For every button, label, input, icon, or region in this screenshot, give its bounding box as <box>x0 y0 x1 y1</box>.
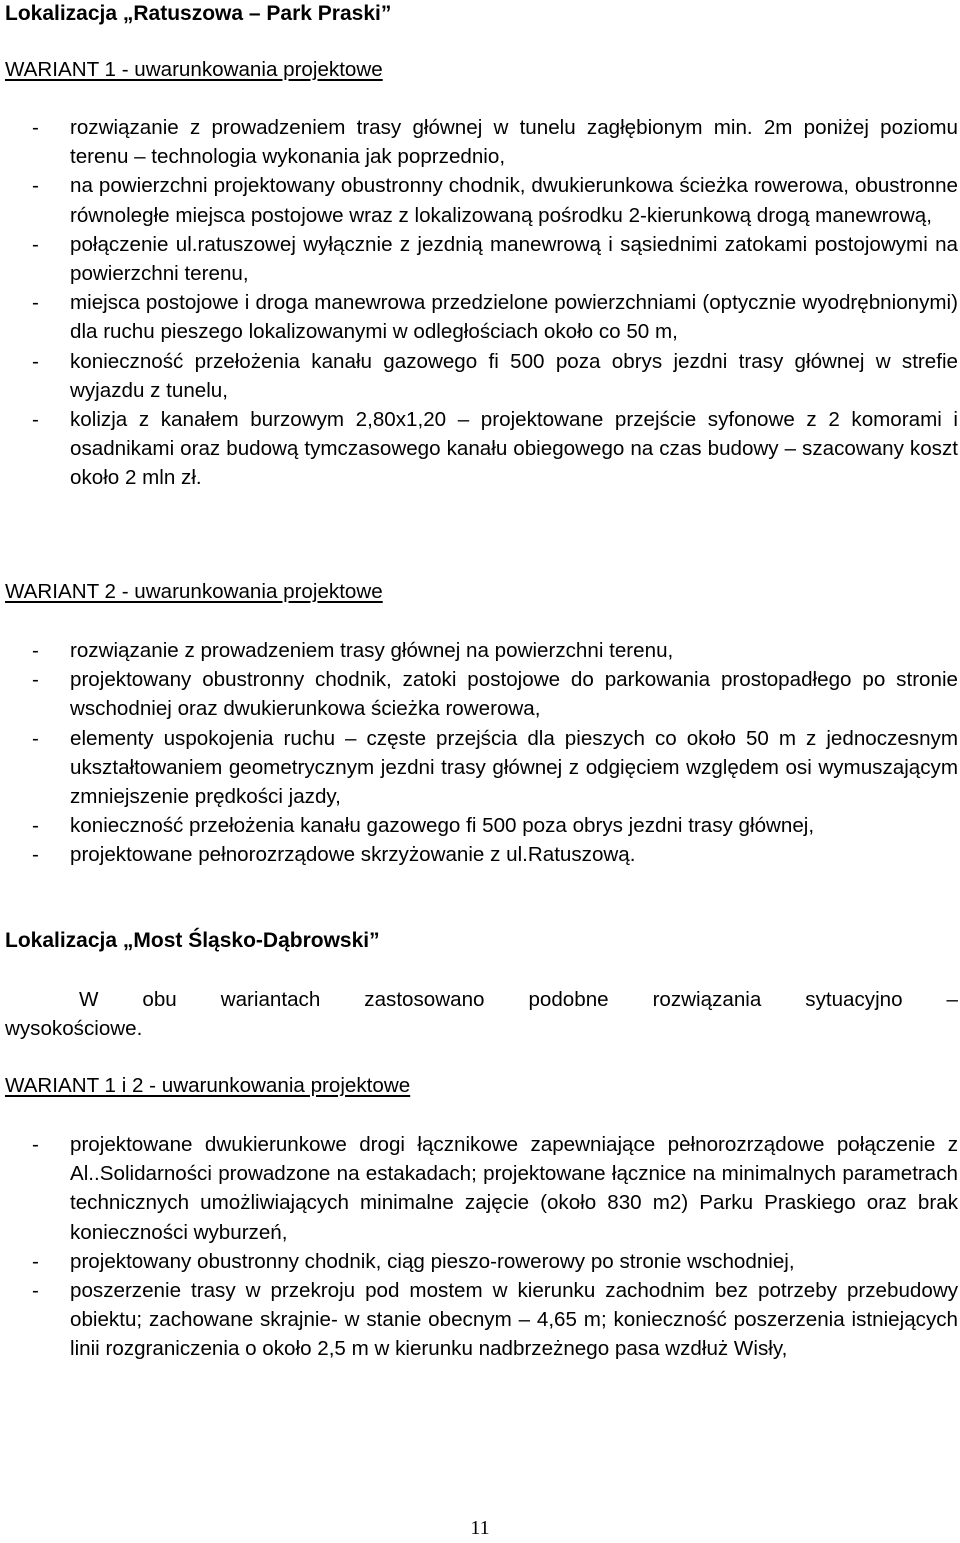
list-item <box>0 811 958 840</box>
list-item-text: na powierzchni projektowany obustronny chodnik, dwukierunkowa ścieżka rowerowa, obustronne równoległe miejsca postojowe wraz z lokalizowaną pośrodku 2-kierunkową drogą manewrową, <box>70 174 958 227</box>
bullet-dash: - <box>32 726 39 750</box>
bullet-dash: - <box>32 814 39 838</box>
intro-paragraph-line-1: W obu wariantach zastosowano podobne rozwiązania sytuacyjno – <box>79 988 958 1011</box>
bullet-dash: - <box>32 408 39 432</box>
intro-paragraph-line-2: wysokościowe. <box>5 1017 143 1040</box>
variant-2-list <box>0 636 958 870</box>
list-item <box>0 840 958 869</box>
page-number: 11 <box>470 1517 490 1539</box>
variant-1-title: WARIANT 1 - uwarunkowania projektowe <box>5 58 383 81</box>
list-item-text: kolizja z kanałem burzowym 2,80x1,20 – projektowane przejście syfonowe z 2 komorami i osadnikami oraz budową tymczasowego kanału obiegowego na czas budowy – szacowany koszt około 2 mln zł. <box>70 408 958 490</box>
variant-1-list <box>0 113 958 493</box>
list-item-text: projektowane dwukierunkowe drogi łącznikowe zapewniające pełnorozrządowe połączenie z Al..Solidarności prowadzone na estakadach; projektowane łącznice na minimalnych parametrach technicznych umożliwiających minimalne zajęcie (około 830 m2) Parku Praskiego oraz brak konieczności wyburzeń, <box>70 1133 958 1244</box>
list-item <box>0 171 958 229</box>
list-item <box>0 1247 958 1276</box>
list-item <box>0 347 958 405</box>
bullet-dash: - <box>32 668 39 692</box>
section-heading-most: Lokalizacja „Most Śląsko-Dąbrowski” <box>5 929 380 952</box>
section-heading-ratuszowa: Lokalizacja „Ratuszowa – Park Praski” <box>5 2 392 25</box>
list-item-text: elementy uspokojenia ruchu – częste przejścia dla pieszych co około 50 m z jednoczesnym ukształtowaniem geometrycznym jezdni trasy głównej z odgięciem względem osi wymuszającym zmniejszenie prędkości jazdy, <box>70 726 958 809</box>
list-item <box>0 405 958 493</box>
list-item-text: rozwiązanie z prowadzeniem trasy głównej na powierzchni terenu, <box>70 639 674 662</box>
bullet-dash: - <box>32 1249 39 1273</box>
bullet-dash: - <box>32 1279 39 1303</box>
variant-2-title: WARIANT 2 - uwarunkowania projektowe <box>5 580 383 603</box>
list-item <box>0 1276 958 1364</box>
bullet-dash: - <box>32 174 39 198</box>
list-item <box>0 113 958 171</box>
list-item <box>0 1130 958 1247</box>
list-item-text: poszerzenie trasy w przekroju pod mostem w kierunku zachodnim bez potrzeby przebudowy obiektu; zachowane skrajnie- w stanie obecnym – 4,65 m; konieczność poszerzenia istniejących linii rozgraniczenia o około 2,5 m w kierunku nadbrzeżnego pasa wzdłuż Wisły, <box>70 1279 958 1361</box>
bullet-dash: - <box>32 639 39 662</box>
list-item <box>0 288 958 346</box>
list-item-text: konieczność przełożenia kanału gazowego fi 500 poza obrys jezdni trasy głównej w strefie wyjazdu z tunelu, <box>70 349 958 402</box>
list-item-text: rozwiązanie z prowadzeniem trasy głównej w tunelu zagłębionym min. 2m poniżej poziomu terenu – technologia wykonania jak poprzednio, <box>70 116 958 169</box>
list-item <box>0 636 958 665</box>
list-item-text: konieczność przełożenia kanału gazowego fi 500 poza obrys jezdni trasy głównej, <box>70 814 815 838</box>
variant-1-2-list <box>0 1130 958 1364</box>
bullet-dash: - <box>32 232 39 256</box>
bullet-dash: - <box>32 1133 39 1156</box>
list-item <box>0 665 958 723</box>
list-item-text: połączenie ul.ratuszowej wyłącznie z jezdnią manewrową i sąsiednimi zatokami postojowymi na powierzchni terenu, <box>70 232 958 286</box>
list-item <box>0 230 958 288</box>
bullet-dash: - <box>32 349 39 373</box>
variant-1-2-title: WARIANT 1 i 2 - uwarunkowania projektowe <box>5 1074 411 1097</box>
list-item-text: projektowane pełnorozrządowe skrzyżowanie z ul.Ratuszową. <box>70 843 636 867</box>
list-item-text: projektowany obustronny chodnik, ciąg pieszo-rowerowy po stronie wschodniej, <box>70 1249 795 1273</box>
bullet-dash: - <box>32 291 39 315</box>
list-item-text: projektowany obustronny chodnik, zatoki postojowe do parkowania prostopadłego po stronie wschodniej oraz dwukierunkowa ścieżka rowerowa, <box>70 668 958 721</box>
list-item-text: miejsca postojowe i droga manewrowa przedzielone powierzchniami (optycznie wyodrębnionymi) dla ruchu pieszego lokalizowanymi w odległościach około co 50 m, <box>70 291 958 344</box>
bullet-dash: - <box>32 843 39 867</box>
list-item <box>0 724 958 812</box>
bullet-dash: - <box>32 116 39 139</box>
